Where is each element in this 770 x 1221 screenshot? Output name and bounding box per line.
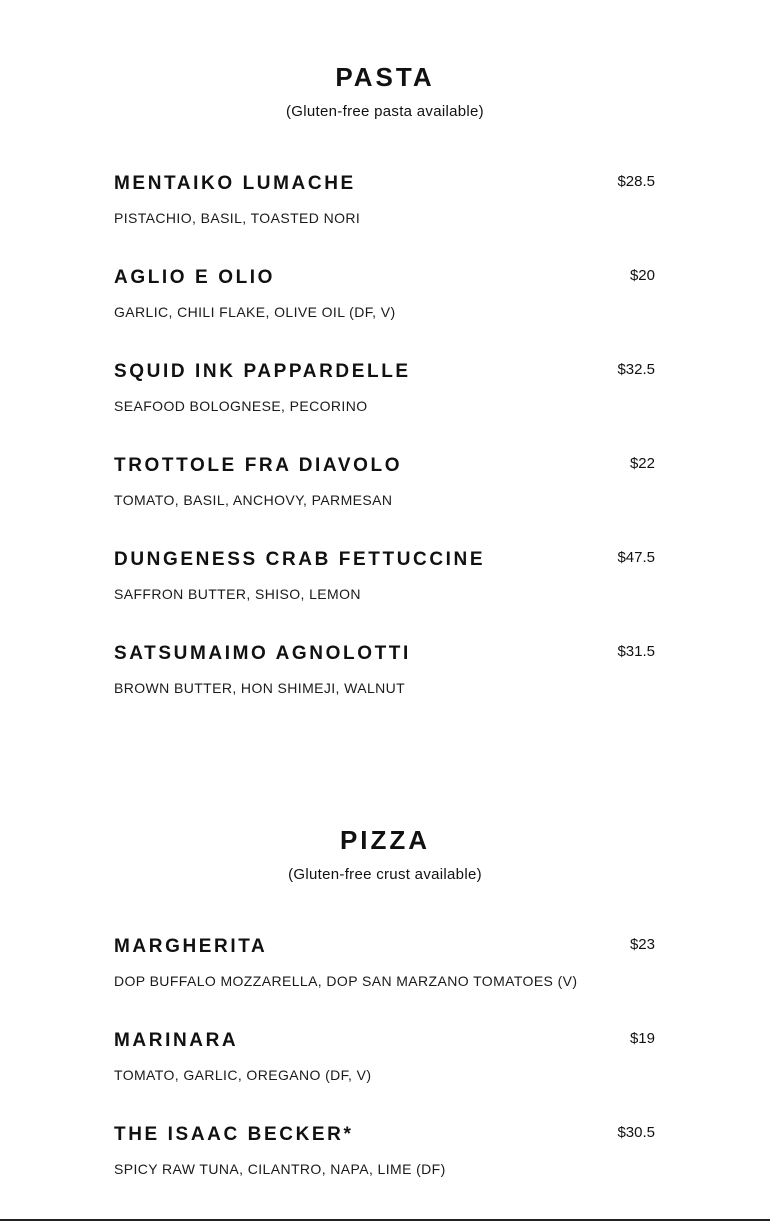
item-price: $22 xyxy=(629,455,655,472)
item-name: MENTAIKO LUMACHE xyxy=(114,173,356,194)
item-name: AGLIO E OLIO xyxy=(114,267,276,288)
pasta-items xyxy=(0,172,770,736)
section-title-pasta: PASTA xyxy=(335,62,435,92)
section-title-pizza: PIZZA xyxy=(339,825,431,855)
menu-item xyxy=(0,548,770,642)
menu-item xyxy=(0,266,770,360)
menu-item xyxy=(0,642,770,736)
menu-item xyxy=(0,360,770,454)
section-note-pasta: (Gluten-free pasta available) xyxy=(286,103,484,120)
item-description: TOMATO, GARLIC, OREGANO (DF, V) xyxy=(114,1067,372,1083)
item-name: DUNGENESS CRAB FETTUCCINE xyxy=(114,549,486,570)
menu-item xyxy=(0,172,770,266)
item-description: TOMATO, BASIL, ANCHOVY, PARMESAN xyxy=(114,492,393,508)
item-description: SPICY RAW TUNA, CILANTRO, NAPA, LIME (DF) xyxy=(114,1161,446,1177)
item-description: GARLIC, CHILI FLAKE, OLIVE OIL (DF, V) xyxy=(114,304,396,320)
item-price: $31.5 xyxy=(617,643,655,660)
item-description: SEAFOOD BOLOGNESE, PECORINO xyxy=(114,398,368,414)
menu-item xyxy=(0,1123,770,1217)
section-note-pizza: (Gluten-free crust available) xyxy=(288,866,482,883)
item-name: MARINARA xyxy=(114,1030,239,1051)
item-price: $19 xyxy=(629,1030,655,1047)
menu-item xyxy=(0,454,770,548)
item-price: $20 xyxy=(629,267,655,284)
item-name: SQUID INK PAPPARDELLE xyxy=(114,361,411,382)
item-description: BROWN BUTTER, HON SHIMEJI, WALNUT xyxy=(114,680,406,696)
item-name: MARGHERITA xyxy=(114,936,268,957)
item-name: TROTTOLE FRA DIAVOLO xyxy=(114,455,403,476)
item-price: $32.5 xyxy=(617,361,655,378)
item-price: $30.5 xyxy=(617,1124,655,1141)
pizza-section xyxy=(0,823,770,1217)
pasta-section xyxy=(0,60,770,736)
item-description: DOP BUFFALO MOZZARELLA, DOP SAN MARZANO TOMATOES (V) xyxy=(114,973,578,989)
item-price: $47.5 xyxy=(617,549,655,566)
item-description: PISTACHIO, BASIL, TOASTED NORI xyxy=(114,210,361,226)
item-price: $23 xyxy=(629,936,655,953)
item-name: SATSUMAIMO AGNOLOTTI xyxy=(114,643,411,664)
item-description: SAFFRON BUTTER, SHISO, LEMON xyxy=(114,586,361,602)
menu-item xyxy=(0,1029,770,1123)
item-name: THE ISAAC BECKER* xyxy=(114,1124,354,1145)
item-price: $28.5 xyxy=(617,173,655,190)
pizza-items xyxy=(0,935,770,1217)
menu-item xyxy=(0,935,770,1029)
